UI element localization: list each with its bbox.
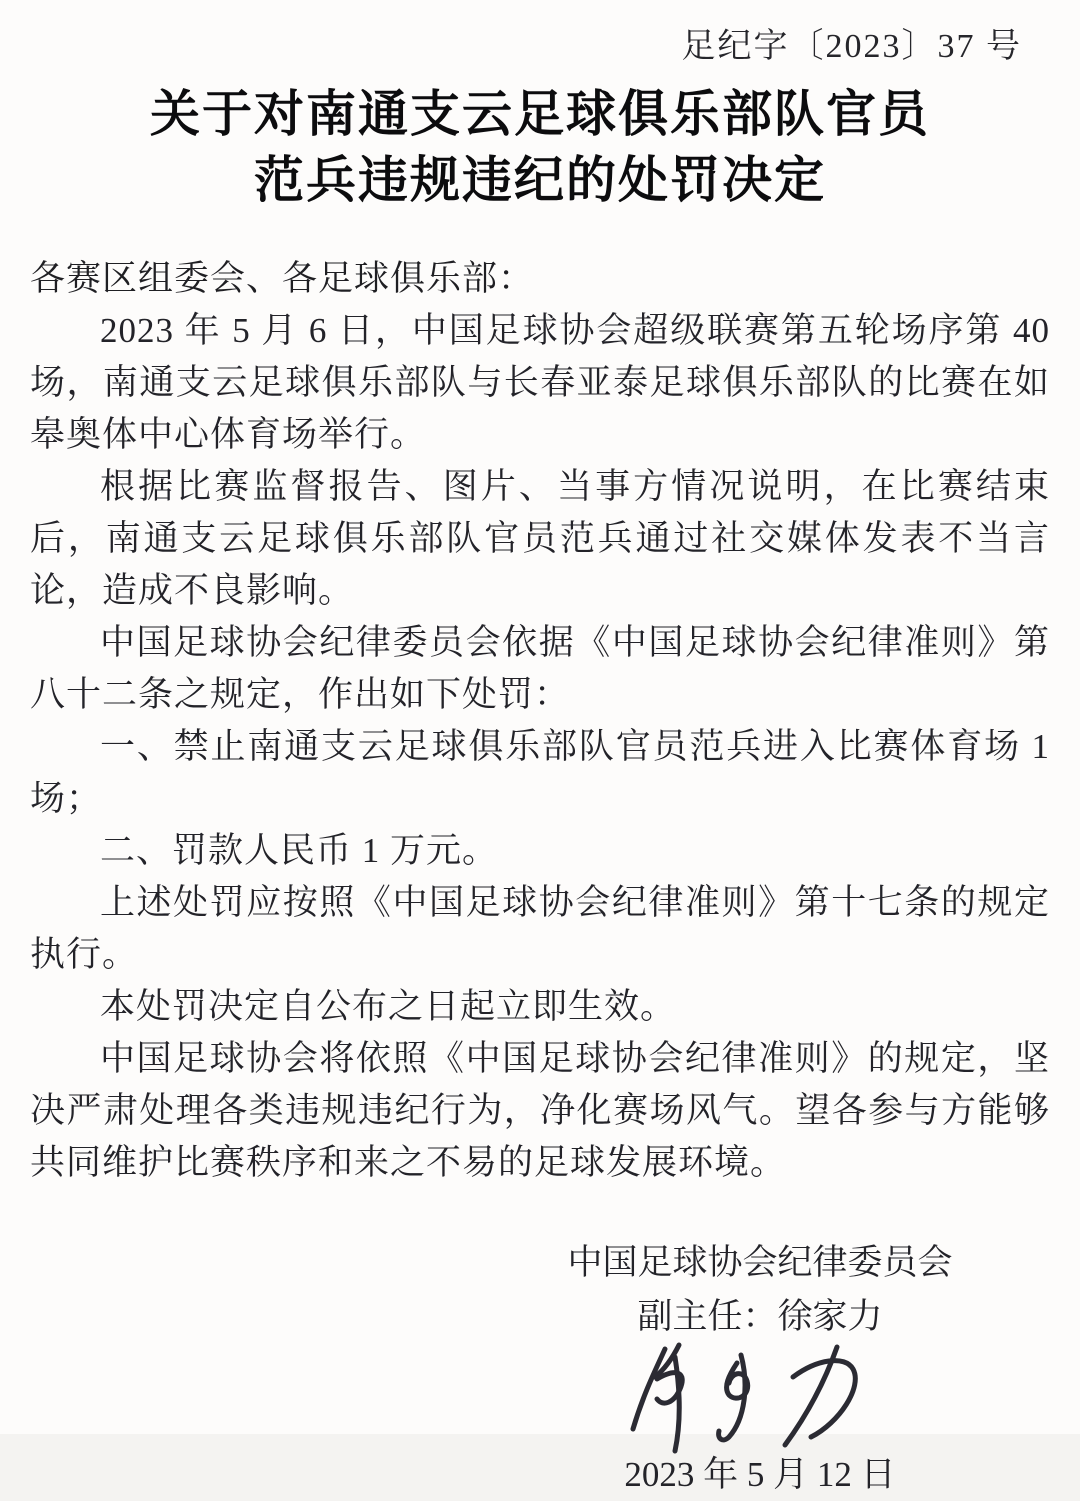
signature-signer-title: 副主任：徐家力 — [637, 1297, 883, 1336]
title-line-2: 范兵违规违纪的处罚决定 — [254, 152, 826, 208]
title-line-1: 关于对南通支云足球俱乐部队官员 — [150, 86, 930, 142]
handwritten-signature — [625, 1337, 895, 1459]
paragraph-penalty-item-2: 二、罚款人民币 1 万元。 — [100, 831, 499, 870]
paragraph-effective-date: 本处罚决定自公布之日起立即生效。 — [100, 987, 677, 1026]
salutation: 各赛区组委会、各足球俱乐部： — [30, 259, 535, 298]
paragraph-penalty-item-1: 一、禁止南通支云足球俱乐部队官员范兵进入比赛体育场 1 场； — [30, 727, 1050, 818]
paragraph-closing-statement: 中国足球协会将依照《中国足球协会纪律准则》的规定，坚决严肃处理各类违规违纪行为，净化赛场风气。望各参与方能够共同维护比赛秩序和来之不易的足球发展环境。 — [30, 1039, 1050, 1182]
doc-number: 足纪字〔2023〕37 号 — [681, 28, 1022, 65]
signature-block — [530, 1237, 990, 1501]
paragraph-legal-basis: 中国足球协会纪律委员会依据《中国足球协会纪律准则》第八十二条之规定，作出如下处罚： — [30, 623, 1050, 714]
paragraph-match-info: 2023 年 5 月 6 日，中国足球协会超级联赛第五轮场序第 40 场，南通支云足球俱乐部队与长春亚泰足球俱乐部队的比赛在如皋奥体中心体育场举行。 — [30, 311, 1050, 454]
paragraph-violation-facts: 根据比赛监督报告、图片、当事方情况说明，在比赛结束后，南通支云足球俱乐部队官员范兵通过社交媒体发表不当言论，造成不良影响。 — [30, 467, 1050, 610]
signature-org: 中国足球协会纪律委员会 — [567, 1243, 953, 1282]
signature-date: 2023 年 5 月 12 日 — [624, 1455, 896, 1494]
document-title — [30, 81, 1050, 213]
paragraph-execution-rule: 上述处罚应按照《中国足球协会纪律准则》第十七条的规定执行。 — [30, 883, 1050, 974]
